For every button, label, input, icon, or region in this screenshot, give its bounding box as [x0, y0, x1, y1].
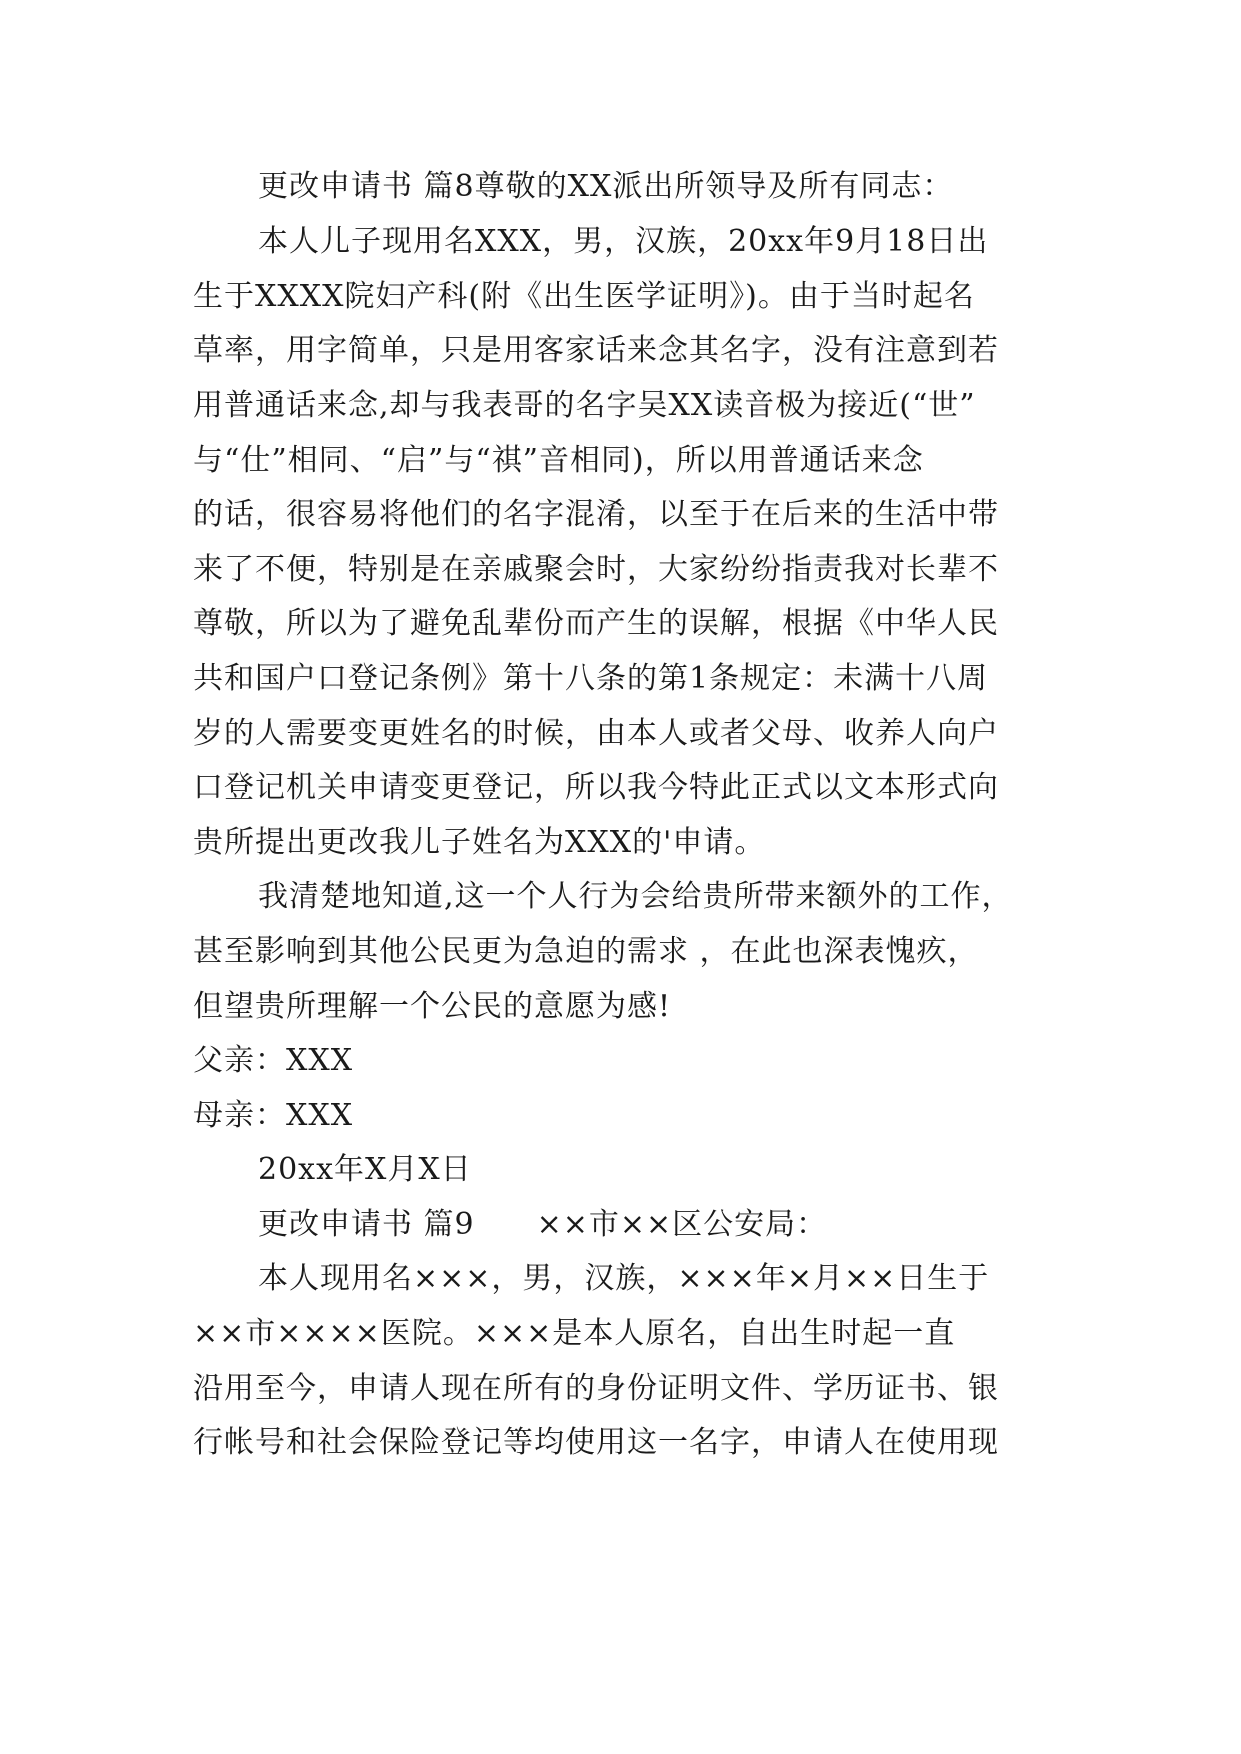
paragraph-line: 草率，用字简单，只是用客家话来念其名字，没有注意到若: [193, 333, 999, 368]
paragraph-line: ××市××××医院。×××是本人原名，自出生时起一直: [193, 1316, 956, 1351]
paragraph-line: 生于XXXX院妇产科(附《出生医学证明》)。由于当时起名: [193, 279, 975, 314]
date-line: 20xx年X月X日: [258, 1152, 472, 1187]
paragraph-line: 甚至影响到其他公民更为急迫的需求 ，在此也深表愧疚，: [193, 934, 979, 969]
paragraph-line: 沿用至今，申请人现在所有的身份证明文件、学历证书、银: [193, 1371, 999, 1406]
paragraph-line: 共和国户口登记条例》第十八条的第1条规定：未满十八周: [193, 661, 989, 696]
heading-line-9: 更改申请书 篇9 ××市××区公安局：: [258, 1207, 828, 1242]
paragraph-line: 口登记机关申请变更登记，所以我今特此正式以文本形式向: [193, 770, 999, 805]
signature-father: 父亲：XXX: [193, 1043, 354, 1078]
paragraph-line: 本人现用名×××，男，汉族，×××年×月××日生于: [258, 1261, 990, 1296]
paragraph-line: 与“仕”相同、“启”与“祺”音相同)，所以用普通话来念: [193, 443, 924, 478]
paragraph-line: 我清楚地知道,这一个人行为会给贵所带来额外的工作，: [258, 879, 1013, 914]
paragraph-line: 岁的人需要变更姓名的时候，由本人或者父母、收养人向户: [193, 716, 999, 751]
paragraph-line: 本人儿子现用名XXX，男，汉族，20xx年9月18日出: [258, 224, 989, 259]
paragraph-line: 行帐号和社会保险登记等均使用这一名字，申请人在使用现: [193, 1425, 999, 1460]
signature-mother: 母亲：XXX: [193, 1098, 354, 1133]
paragraph-line: 的话，很容易将他们的名字混淆，以至于在后来的生活中带: [193, 497, 999, 532]
paragraph-line: 但望贵所理解一个公民的意愿为感!: [193, 989, 672, 1024]
paragraph-line: 用普通话来念,却与我表哥的名字吴XX读音极为接近(“世”: [193, 388, 976, 423]
paragraph-line: 贵所提出更改我儿子姓名为XXX的'申请。: [193, 825, 766, 860]
heading-line-8: 更改申请书 篇8尊敬的XX派出所领导及所有同志：: [258, 169, 954, 204]
paragraph-line: 来了不便，特别是在亲戚聚会时，大家纷纷指责我对长辈不: [193, 552, 999, 587]
paragraph-line: 尊敬，所以为了避免乱辈份而产生的误解，根据《中华人民: [193, 606, 999, 641]
